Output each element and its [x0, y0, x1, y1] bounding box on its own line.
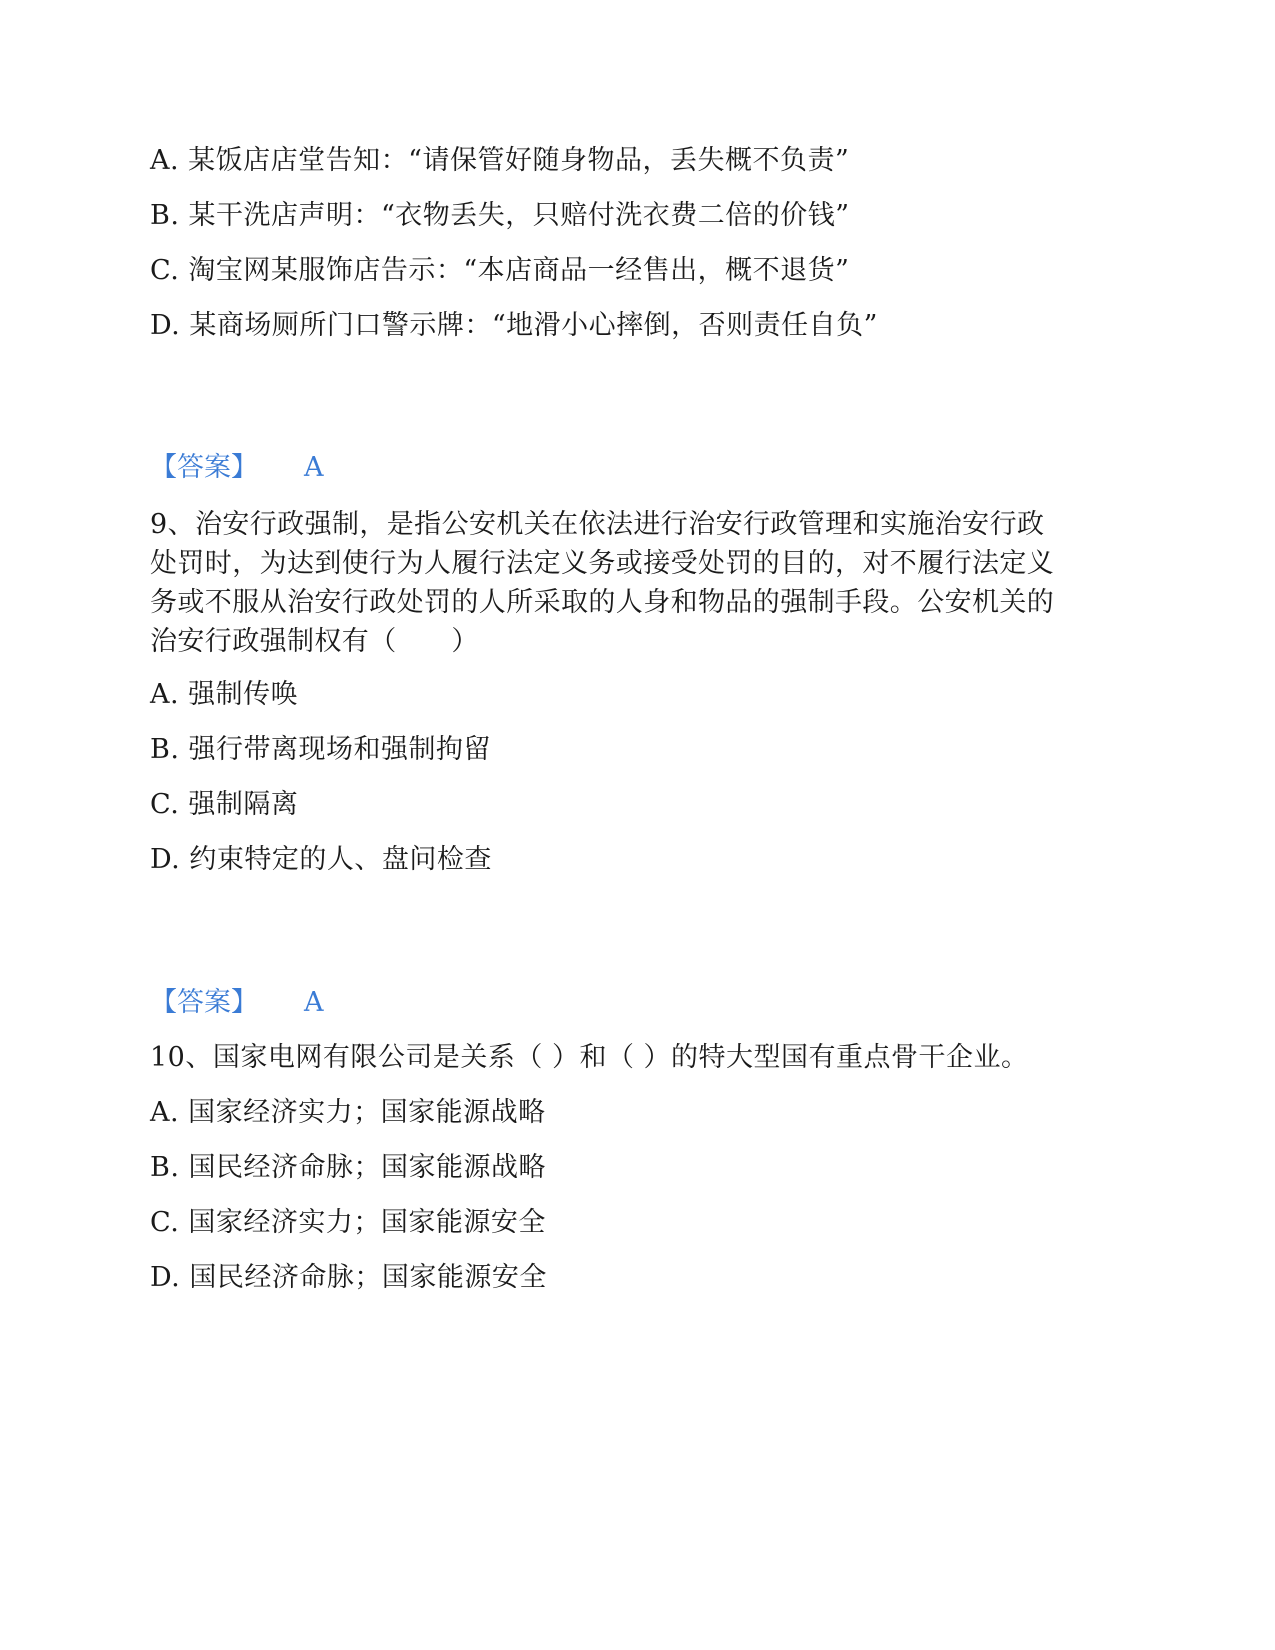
- option-d: D. 约束特定的人、盘问检查: [150, 844, 492, 875]
- answer-label: 【答案】: [150, 452, 258, 483]
- option-b: B. 强行带离现场和强制拘留: [150, 734, 492, 765]
- option-a: A. 某饭店店堂告知：“请保管好随身物品，丢失概不负责”: [150, 145, 850, 176]
- option-c: C. 强制隔离: [150, 789, 299, 820]
- question-9-stem: [150, 505, 1130, 661]
- option-c: C. 国家经济实力；国家能源安全: [150, 1207, 546, 1238]
- question-10-stem: 10、国家电网有限公司是关系（ ）和（ ）的特大型国有重点骨干企业。: [150, 1042, 1029, 1073]
- option-b: B. 某干洗店声明：“衣物丢失，只赔付洗衣费二倍的价钱”: [150, 200, 850, 231]
- answer-label: 【答案】: [150, 987, 258, 1018]
- question-stem-line: 9、治安行政强制，是指公安机关在依法进行治安行政管理和实施治安行政: [150, 509, 1045, 540]
- option-b: B. 国民经济命脉；国家能源战略: [150, 1152, 547, 1183]
- option-c: C. 淘宝网某服饰店告示：“本店商品一经售出，概不退货”: [150, 255, 850, 286]
- question-stem-line: 治安行政强制权有（ ）: [150, 626, 479, 657]
- question-stem-line: 务或不服从治安行政处罚的人所采取的人身和物品的强制手段。公安机关的: [150, 587, 1055, 618]
- option-a: A. 强制传唤: [150, 679, 299, 710]
- answer-line: [150, 988, 324, 1018]
- option-d: D. 国民经济命脉；国家能源安全: [150, 1262, 547, 1293]
- answer-value: A: [304, 452, 324, 483]
- option-d: D. 某商场厕所门口警示牌：“地滑小心摔倒，否则责任自负”: [150, 310, 878, 341]
- question-stem-line: 处罚时，为达到使行为人履行法定义务或接受处罚的目的，对不履行法定义: [150, 548, 1055, 579]
- answer-line: [150, 453, 324, 483]
- option-a: A. 国家经济实力；国家能源战略: [150, 1097, 546, 1128]
- answer-value: A: [304, 987, 324, 1018]
